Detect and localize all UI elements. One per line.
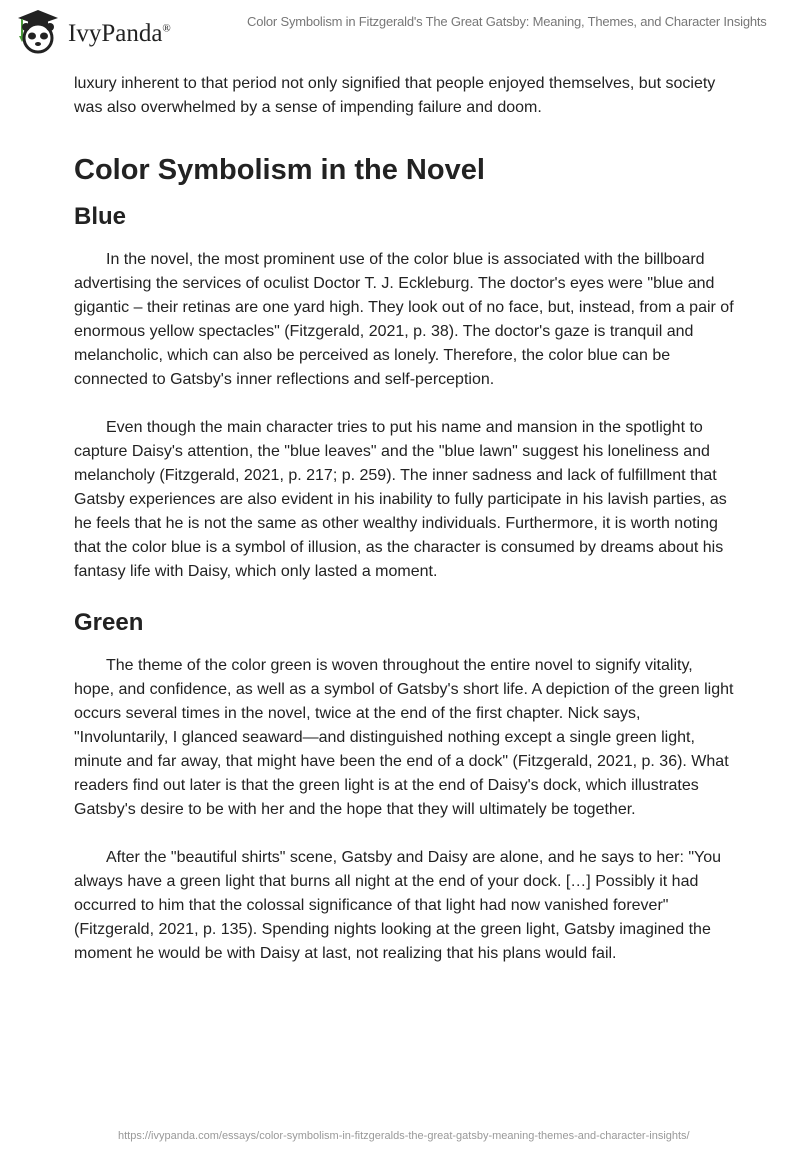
logo-text: IvyPanda — [68, 20, 163, 47]
footer-url[interactable]: https://ivypanda.com/essays/color-symbolism-in-fitzgeralds-the-great-gatsby-meaning-themes-and-character-insights/ — [118, 1130, 690, 1142]
section-heading: Color Symbolism in the Novel — [74, 154, 485, 186]
header — [0, 0, 800, 60]
registered-mark: ® — [162, 22, 171, 35]
essay-content — [74, 72, 734, 990]
paragraph: In the novel, the most prominent use of the color blue is associated with the billboard advertising the services of oculist Doctor T. J. Eckleburg. The doctor's eyes were "blue and gigantic – their retinas are one yard high. They look out of no face, but, instead, from a pair of enormous yellow spectacles" (Fitzgerald, 2021, p. 38). The doctor's gaze is tranquil and melancholic, which can also be perceived as lonely. Therefore, the color blue can be connected to Gatsby's inner reflections and self-perception. — [74, 251, 734, 388]
paragraph: luxury inherent to that period not only signified that people enjoyed themselves, but society was also overwhelmed by a sense of impending failure and doom. — [74, 75, 716, 116]
document-title: Color Symbolism in Fitzgerald's The Great Gatsby: Meaning, Themes, and Character Insights — [247, 14, 767, 29]
subsection-heading-blue: Blue — [74, 203, 127, 230]
ivypanda-logo[interactable] — [14, 8, 171, 54]
paragraph: Even though the main character tries to put his name and mansion in the spotlight to capture Daisy's attention, the "blue leaves" and the "blue lawn" suggest his loneliness and melancholy (Fitzgerald, 2021, p. 217; p. 259). The inner sadness and lack of fulfillment that Gatsby experiences are also evident in his inability to fully participate in his lavish parties, as he feels that he is not the same as other wealthy individuals. Furthermore, it is worth noting that the color blue is a symbol of illusion, as the character is consumed by dreams about his fantasy life with Daisy, which only lasted a moment. — [74, 419, 727, 580]
paragraph: After the "beautiful shirts" scene, Gatsby and Daisy are alone, and he says to her: "You always have a green light that burns all night at the end of your dock. […] Possibly it had occurred to him that the colossal significance of that light had now vanished forever" (Fitzgerald, 2021, p. 135). Spending nights looking at the green light, Gatsby imagined the moment he would be with Daisy at last, not realizing that his plans would fail. — [74, 849, 722, 962]
panda-graduate-icon — [14, 8, 62, 54]
subsection-heading-green: Green — [74, 609, 144, 636]
paragraph: The theme of the color green is woven throughout the entire novel to signify vitality, hope, and confidence, as well as a symbol of Gatsby's short life. A depiction of the green light occurs several times in the novel, twice at the end of the first chapter. Nick says, "Involuntarily, I glanced seaward—and distinguished nothing except a single green light, minute and far away, that might have been the end of a dock" (Fitzgerald, 2021, p. 36). What readers find out later is that the green light is at the end of Daisy's dock, which illustrates Gatsby's desire to be with her and the hope that they will ultimately be together. — [74, 657, 734, 818]
